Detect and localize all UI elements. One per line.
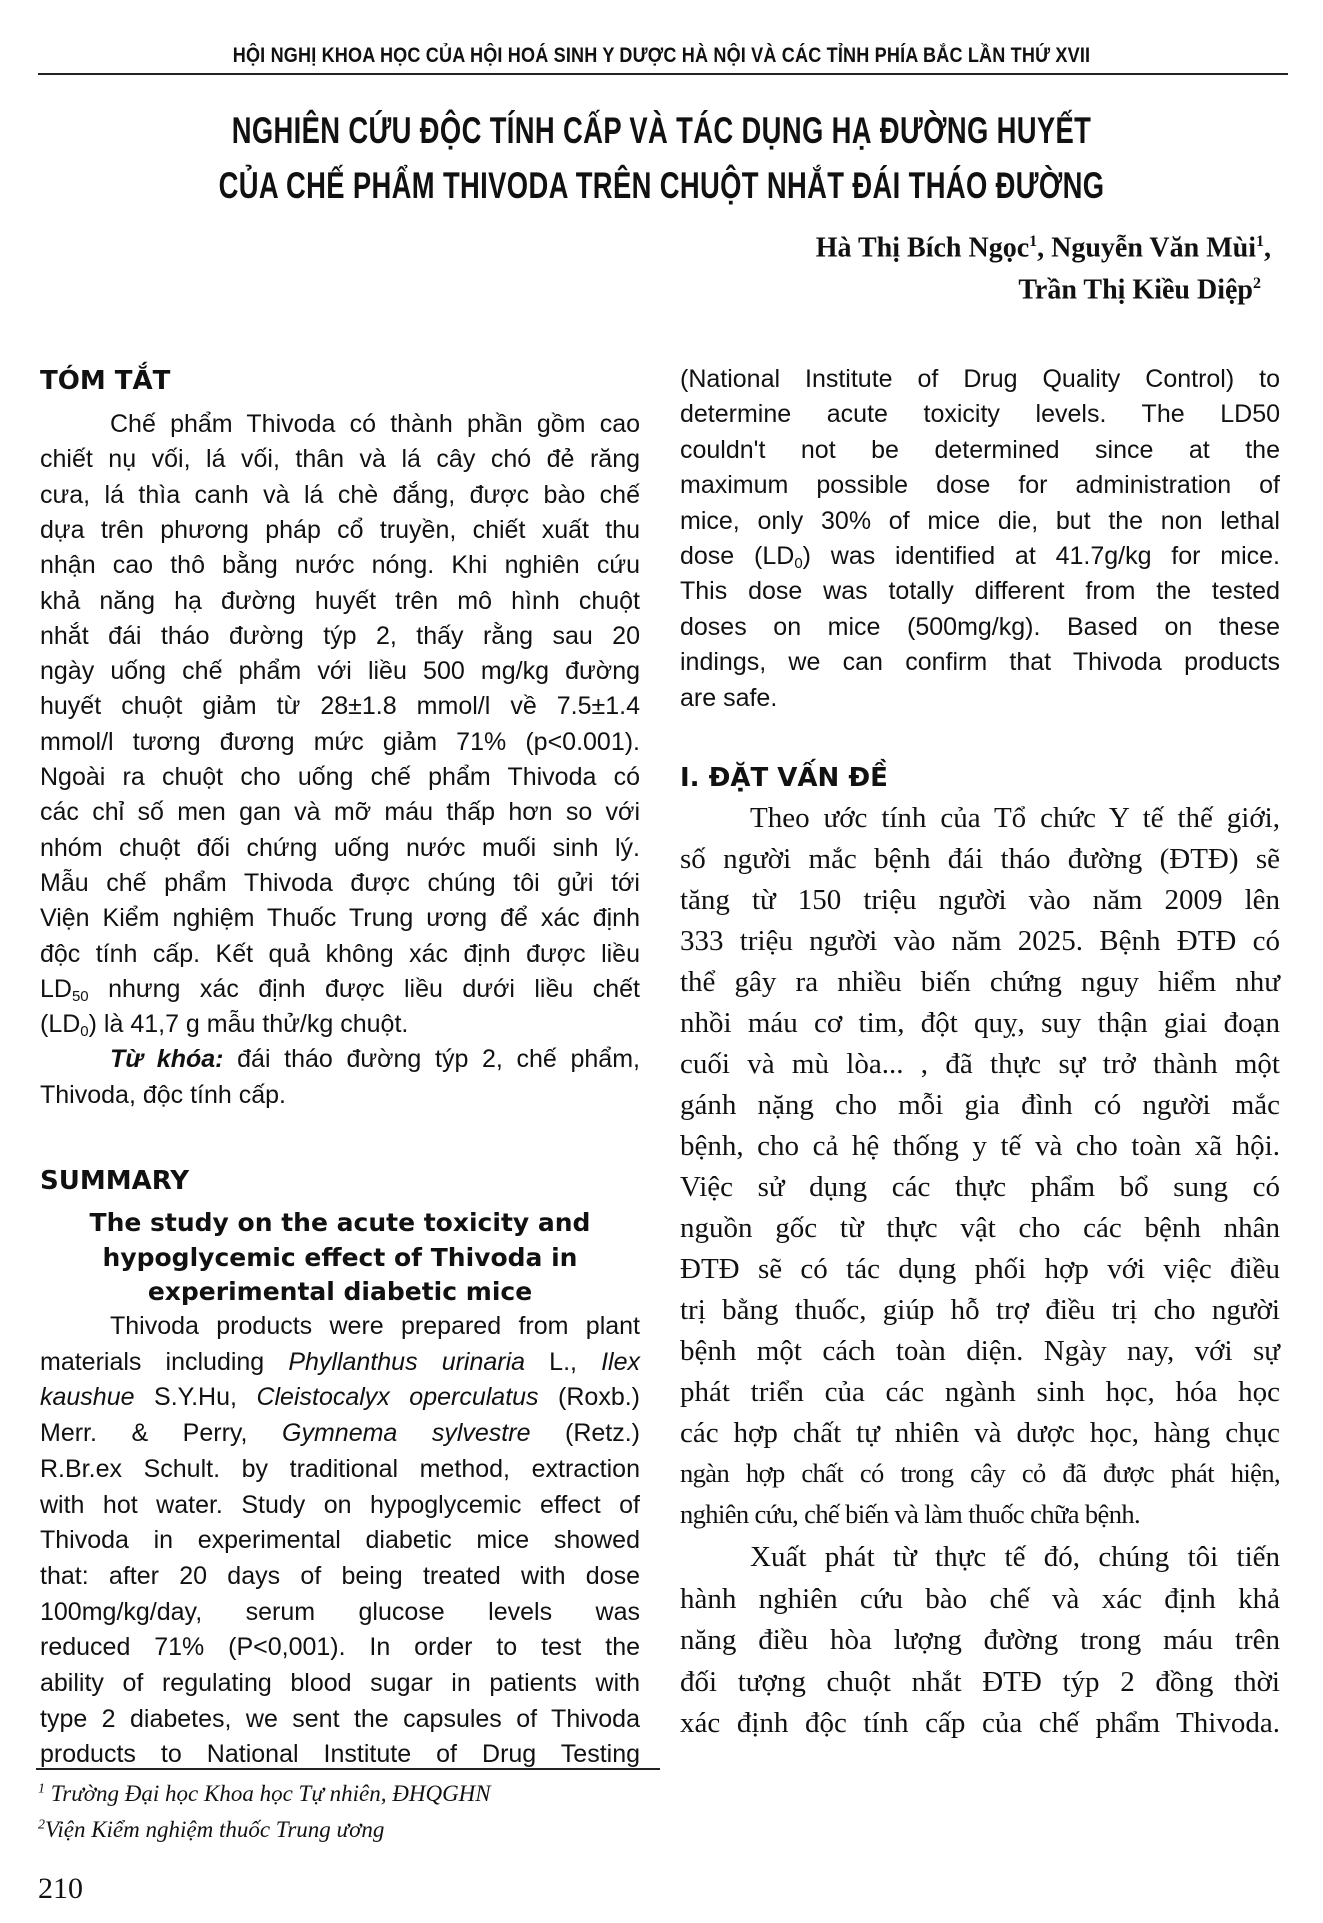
text-segment: S.Y.Hu, — [134, 1383, 257, 1412]
text-line: nhận cao thô bằng nước nóng. Khi nghiên cứu — [40, 551, 640, 580]
text-line: khả năng hạ đường huyết trên mô hình chuột — [40, 586, 640, 615]
text-segment: (Retz.) — [530, 1419, 641, 1448]
text-line: products to National Institute of Drug Testing — [40, 1740, 640, 1769]
text-line: couldn't not be determined since at the — [680, 435, 1280, 464]
text-segment: (LD — [40, 1010, 81, 1039]
text-line: các hợp chất tự nhiên và dược học, hàng chục — [680, 1417, 1280, 1449]
subscript: 0 — [80, 1022, 89, 1040]
text-line: thể gây ra nhiều biến chứng nguy hiểm như — [680, 966, 1280, 998]
text-line: are safe. — [680, 683, 778, 712]
text-line: phát triển của các ngành sinh học, hóa học — [680, 1376, 1280, 1408]
page-number: 210 — [38, 1872, 83, 1905]
text-line: Xuất phát từ thực tế đó, chúng tôi tiến — [750, 1541, 1280, 1573]
text-line: nguồn gốc từ thực vật cho các bệnh nhân — [680, 1212, 1280, 1244]
text-line: nhóm chuột đối chứng uống nước muối sinh lý. — [40, 833, 640, 862]
text-line — [40, 1419, 640, 1448]
footnote-text: Trường Đại học Khoa học Tự nhiên, ĐHQGHN — [45, 1781, 491, 1806]
authors-line-1 — [816, 234, 1271, 262]
text-line: độc tính cấp. Kết quả không xác định được liều — [40, 939, 640, 968]
affiliation-mark: 1 — [1256, 233, 1264, 250]
footnote-mark: 2 — [38, 1817, 45, 1833]
text-segment: ) là 41,7 g mẫu thử/kg chuột. — [88, 1010, 409, 1039]
subscript: 50 — [71, 987, 89, 1005]
abstract-heading: TÓM TẮT — [40, 366, 171, 396]
text-segment: Merr. & Perry, — [40, 1419, 283, 1448]
running-header: HỘI NGHỊ KHOA HỌC CỦA HỘI HOÁ SINH Y DƯỢC HÀ NỘI VÀ CÁC TỈNH PHÍA BẮC LẦN THỨ XVII — [232, 44, 1091, 67]
author-name: Trần Thị Kiều Diệp — [1018, 274, 1253, 306]
text-line: Thivoda, độc tính cấp. — [40, 1080, 286, 1109]
text-line: hành nghiên cứu bào chế và xác định khả — [680, 1582, 1280, 1615]
text-segment: (Roxb.) — [538, 1383, 640, 1412]
text-line: các chỉ số men gan và mỡ máu thấp hơn so với — [40, 798, 640, 827]
text-line: nhồi máu cơ tim, đột quỵ, suy thận giai đoạn — [680, 1007, 1280, 1039]
text-segment: Từ khóa: — [110, 1045, 224, 1074]
footnote-rule — [36, 1768, 660, 1770]
text-line: experimental diabetic mice — [147, 1277, 533, 1306]
text-line: reduced 71% (P<0,001). In order to test the — [40, 1633, 640, 1662]
text-line: Theo ước tính của Tổ chức Y tế thế giới, — [750, 802, 1280, 834]
text-segment: dose (LD — [680, 542, 795, 570]
text-segment: Cleistocalyx operculatus — [256, 1383, 539, 1412]
text-segment: nhưng xác định được liều dưới liều chết — [88, 974, 640, 1003]
footnote-1 — [38, 1782, 491, 1805]
text-line: số người mắc bệnh đái tháo đường (ĐTĐ) sẽ — [680, 843, 1280, 875]
text-line: huyết chuột giảm từ 28±1.8 mmol/l về 7.5±1.4 — [40, 692, 640, 721]
text-line: 333 triệu người vào năm 2025. Bệnh ĐTĐ có — [680, 925, 1280, 957]
text-segment: LD — [40, 974, 72, 1003]
text-line: năng điều hòa lượng đường trong máu trên — [680, 1624, 1280, 1657]
text-line: (National Institute of Drug Quality Control) to — [680, 365, 1280, 393]
text-line — [40, 975, 640, 1005]
text-line — [40, 1045, 640, 1074]
text-line — [40, 1383, 640, 1412]
paper-title-line-2: CỦA CHẾ PHẨM THIVODA TRÊN CHUỘT NHẮT ĐÁI THÁO ĐƯỜNG — [218, 165, 1105, 206]
text-line: Ngoài ra chuột cho uống chế phẩm Thivoda có — [40, 763, 640, 791]
text-line: 100mg/kg/day, serum glucose levels was — [40, 1597, 640, 1626]
subscript: 0 — [794, 554, 803, 572]
text-segment: ) was identified at 41.7g/kg for mice. — [802, 542, 1280, 570]
text-line: xác định độc tính cấp của chế phẩm Thivoda. — [680, 1707, 1280, 1740]
text-line: bệnh một cách toàn diện. Ngày nay, với sự — [680, 1335, 1280, 1367]
footnote-2 — [38, 1818, 384, 1841]
header-rule — [38, 73, 1288, 75]
text-line: hypoglycemic effect of Thivoda in — [102, 1242, 578, 1272]
text-line: cưa, lá thìa canh và lá chè đắng, được bào chế — [40, 480, 640, 509]
text-segment: materials including — [40, 1347, 289, 1376]
footnote-text: Viện Kiểm nghiệm thuốc Trung ương — [45, 1817, 385, 1842]
text-line: ĐTĐ sẽ có tác dụng phối hợp với việc điều — [680, 1253, 1280, 1285]
text-segment: đái tháo đường týp 2, chế phẩm, — [223, 1045, 640, 1074]
text-line: with hot water. Study on hypoglycemic effect of — [40, 1490, 640, 1519]
author-name: , Nguyễn Văn Mùi — [1037, 232, 1256, 264]
text-line — [680, 542, 1280, 572]
author-name: Hà Thị Bích Ngọc — [815, 232, 1030, 264]
text-line: nghiên cứu, chế biến và làm thuốc chữa bệnh. — [680, 1499, 1141, 1529]
text-line: Việc sử dụng các thực phẩm bổ sung có — [680, 1171, 1280, 1203]
text-line: Viện Kiểm nghiệm Thuốc Trung ương để xác định — [40, 904, 640, 933]
text-line: Thivoda products were prepared from plant — [110, 1312, 640, 1340]
text-line: Chế phẩm Thivoda có thành phần gồm cao — [110, 410, 640, 438]
text-segment: Phyllanthus urinaria — [288, 1347, 526, 1376]
text-line: nhắt đái tháo đường týp 2, thấy rằng sau 20 — [40, 621, 640, 650]
text-line: type 2 diabetes, we sent the capsules of Thivoda — [40, 1704, 640, 1733]
text-line: ngàn hợp chất có trong cây cỏ đã được phát hiện, — [680, 1458, 1280, 1488]
affiliation-mark: 1 — [1029, 233, 1038, 250]
text-line: The study on the acute toxicity and — [89, 1208, 591, 1237]
text-line: R.Br.ex Schult. by traditional method, extraction — [40, 1454, 640, 1483]
text-line: This dose was totally different from the tested — [680, 577, 1280, 606]
summary-heading: SUMMARY — [40, 1166, 190, 1196]
text-line: chiết nụ vối, lá vối, thân và lá cây chó đẻ răng — [40, 445, 640, 474]
text-segment: kaushue — [40, 1383, 135, 1412]
text-line: Thivoda in experimental diabetic mice showed — [40, 1526, 640, 1555]
text-line: cuối và mù lòa... , đã thực sự trở thành một — [680, 1048, 1280, 1080]
text-segment: Ilex — [601, 1347, 640, 1376]
text-line — [40, 1348, 640, 1377]
authors-line-2 — [1018, 276, 1261, 304]
text-line: tăng từ 150 triệu người vào năm 2009 lên — [680, 884, 1280, 916]
text-line: dựa trên phương pháp cổ truyền, chiết xuất thu — [40, 515, 640, 544]
text-line: indings, we can confirm that Thivoda products — [680, 648, 1280, 677]
text-segment: Gymnema sylvestre — [282, 1419, 531, 1448]
text-line: that: after 20 days of being treated with dose — [40, 1561, 640, 1590]
text-segment: L., — [525, 1347, 602, 1376]
text-line: doses on mice (500mg/kg). Based on these — [680, 612, 1280, 641]
text-line — [40, 1010, 640, 1040]
text-line: trị bằng thuốc, giúp hỗ trợ điều trị cho người — [680, 1294, 1280, 1326]
footnote-mark: 1 — [38, 1781, 45, 1797]
text-line: Mẫu chế phẩm Thivoda được chúng tôi gửi tới — [40, 868, 640, 897]
text-line: mice, only 30% of mice die, but the non lethal — [680, 506, 1280, 535]
text-line: ability of regulating blood sugar in patients with — [40, 1669, 640, 1697]
text-line: determine acute toxicity levels. The LD50 — [680, 400, 1280, 429]
section-heading-introduction: I. ĐẶT VẤN ĐỀ — [680, 763, 888, 793]
text-line: ngày uống chế phẩm với liều 500 mg/kg đường — [40, 657, 640, 686]
text-line: maximum possible dose for administration of — [680, 471, 1280, 500]
text-line: gánh nặng cho mỗi gia đình có người mắc — [680, 1089, 1280, 1121]
paper-title-line-1: NGHIÊN CỨU ĐỘC TÍNH CẤP VÀ TÁC DỤNG HẠ ĐƯỜNG HUYẾT — [231, 110, 1092, 151]
text-line: bệnh, cho cả hệ thống y tế và cho toàn xã hội. — [680, 1130, 1280, 1162]
author-separator: , — [1264, 232, 1271, 264]
text-line: đối tượng chuột nhắt ĐTĐ týp 2 đồng thời — [680, 1665, 1280, 1698]
affiliation-mark: 2 — [1253, 275, 1261, 292]
text-line: mmol/l tương đương mức giảm 71% (p<0.001). — [40, 727, 640, 756]
